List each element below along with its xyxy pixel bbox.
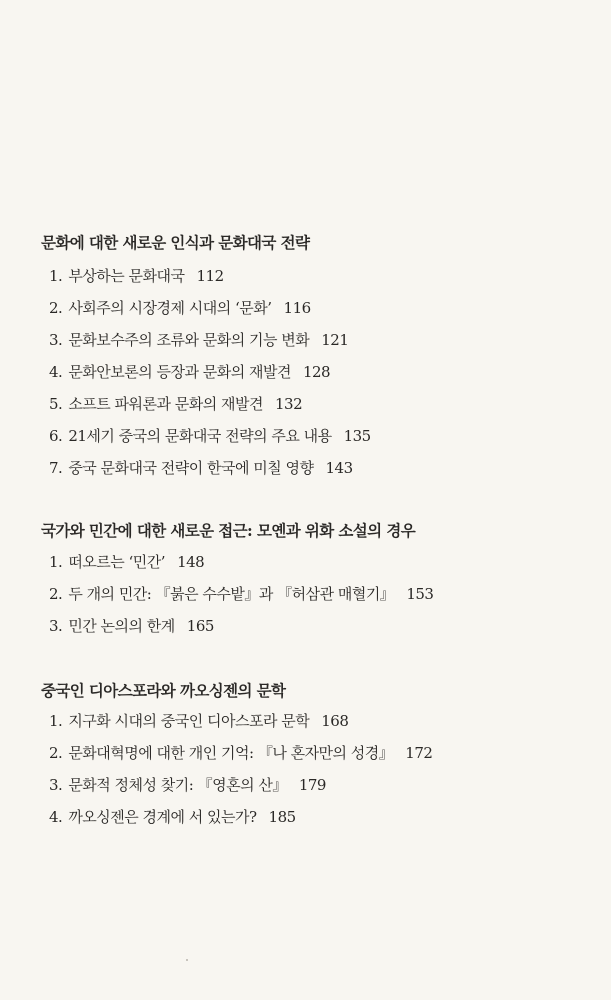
entry-number: 4.: [49, 363, 63, 381]
section-title: 국가와 민간에 대한 새로운 접근: 모옌과 위화 소설의 경우: [41, 521, 416, 540]
entry-number: 5.: [49, 395, 63, 413]
paper-speck: [186, 959, 188, 961]
toc-entry: [49, 330, 348, 350]
entry-page: 165: [186, 617, 214, 635]
entry-title: 까오싱젠은 경계에 서 있는가?: [68, 808, 257, 826]
entry-number: 3.: [49, 331, 63, 349]
entry-title: 중국 문화대국 전략이 한국에 미칠 영향: [68, 459, 314, 477]
toc-entry: [49, 458, 353, 478]
toc-entry: [49, 711, 348, 731]
entry-number: 4.: [49, 808, 63, 826]
toc-entry: [49, 298, 311, 318]
entry-page: 185: [268, 808, 296, 826]
entry-title: 21세기 중국의 문화대국 전략의 주요 내용: [68, 427, 332, 445]
entry-title: 소프트 파워론과 문화의 재발견: [68, 395, 263, 413]
entry-page: 121: [321, 331, 349, 349]
entry-page: 116: [283, 299, 311, 317]
toc-entry: [49, 552, 204, 572]
entry-number: 1.: [49, 712, 63, 730]
entry-number: 6.: [49, 427, 63, 445]
entry-page: 128: [302, 363, 331, 381]
entry-title: 떠오르는 ‘민간’: [68, 553, 166, 571]
entry-page: 148: [177, 553, 205, 571]
toc-entry: [49, 616, 214, 636]
entry-page: 179: [298, 776, 326, 794]
entry-number: 2.: [49, 744, 63, 762]
entry-page: 168: [321, 712, 349, 730]
entry-page: 112: [196, 267, 224, 285]
entry-number: 7.: [49, 459, 63, 477]
entry-title: 문화안보론의 등장과 문화의 재발견: [68, 363, 291, 381]
entry-title: 문화보수주의 조류와 문화의 기능 변화: [68, 331, 310, 349]
entry-number: 1.: [49, 267, 63, 285]
toc-entry: [49, 266, 224, 286]
entry-number: 2.: [49, 299, 63, 317]
entry-page: 143: [325, 459, 353, 477]
entry-title: 지구화 시대의 중국인 디아스포라 문학: [68, 712, 310, 730]
entry-title: 사회주의 시장경제 시대의 ‘문화’: [68, 299, 272, 317]
entry-title: 두 개의 민간: 『붉은 수수밭』과 『허삼관 매혈기』: [68, 585, 395, 603]
entry-title: 부상하는 문화대국: [68, 267, 185, 285]
entry-page: 153: [406, 585, 434, 603]
toc-entry: [49, 394, 302, 414]
entry-number: 1.: [49, 553, 63, 571]
entry-title: 문화적 정체성 찾기: 『영혼의 산』: [68, 776, 287, 794]
section-title: 문화에 대한 새로운 인식과 문화대국 전략: [41, 233, 310, 252]
entry-number: 3.: [49, 617, 63, 635]
toc-entry: [49, 743, 432, 763]
toc-entry: [49, 362, 330, 382]
entry-page: 172: [405, 744, 433, 762]
toc-entry: [49, 426, 371, 446]
section-title: 중국인 디아스포라와 까오싱젠의 문학: [41, 681, 286, 700]
toc-entry: [49, 807, 296, 827]
toc-entry: [49, 775, 326, 795]
entry-title: 문화대혁명에 대한 개인 기억: 『나 혼자만의 성경』: [68, 744, 394, 762]
entry-number: 2.: [49, 585, 63, 603]
toc-entry: [49, 584, 433, 604]
entry-number: 3.: [49, 776, 63, 794]
entry-title: 민간 논의의 한계: [68, 617, 175, 635]
entry-page: 132: [275, 395, 303, 413]
entry-page: 135: [343, 427, 371, 445]
